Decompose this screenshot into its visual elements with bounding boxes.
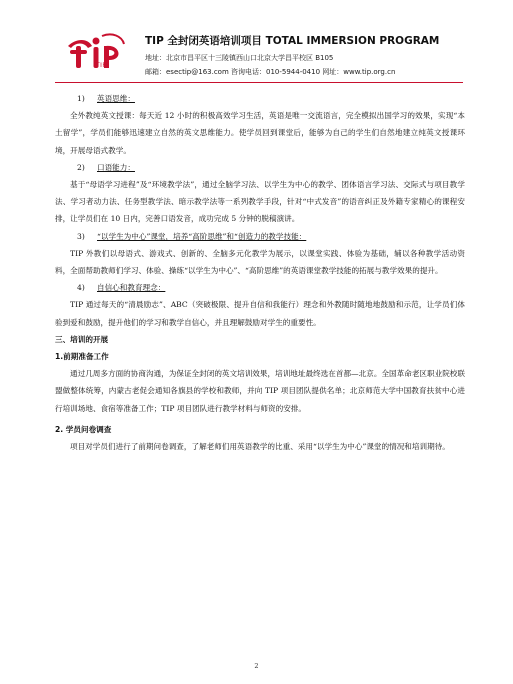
paragraph: TIP 通过每天的“清晨励志”、ABC（突破极限、提升自信和我能行）理念和外教随时随地地鼓励和示范，让学员们体验到爱和鼓励，提升他们的学习和教学自信心，并且理解鼓励对学生的重要性。 — [55, 300, 465, 327]
document-body — [55, 90, 465, 455]
tip-logo-icon — [62, 32, 132, 76]
subsection-heading: 1.前期准备工作 — [55, 352, 109, 362]
list-item-student-centered — [55, 228, 465, 245]
subsection-heading: 2. 学员问卷调查 — [55, 424, 112, 434]
header-contact: 邮箱：esectip@163.com 咨询电话：010-5944-0410 网址：www.tip.org.cn — [145, 68, 396, 76]
paragraph: 项目对学员们进行了前期问卷调查，了解老师们用英语教学的比重、采用“以学生为中心”课堂的情况和培训期待。 — [70, 442, 450, 452]
list-item-confidence — [55, 279, 465, 296]
header-divider — [55, 82, 463, 83]
header-address: 地址：北京市昌平区十三陵镇西山口北京大学昌平校区 B105 — [145, 54, 334, 62]
header-title: TIP 全封闭英语培训项目 TOTAL IMMERSION PROGRAM — [145, 35, 440, 47]
paragraph: 通过几周多方面的协商沟通，为保证全封闭的英文培训效果，培训地址最终选在首都—北京。全国革命老区职业院校联盟做整体统筹，内蒙古老促会通知各旗县的学校和教师，并向 TIP 项目团队提供名单；北京师范大学中国教育扶贫中心进行培训场地、食宿等准备工作；TIP 项目团队进行教学材料与师资的安排。 — [55, 369, 465, 413]
list-item-speaking — [55, 159, 465, 176]
list-number: 3) — [77, 231, 85, 241]
list-label: 自信心和教育理念： — [97, 283, 166, 293]
paragraph: TIP 外教们以母语式、游戏式、创新的、全脑多元化教学为展示，以课堂实践、体验为基础，辅以各种教学活动资料，全面帮助教师们学习、体验、操练“以学生为中心”、“高阶思维”的英语课堂教学技能的拓展与教学效果的提升。 — [55, 248, 465, 276]
list-number: 2) — [77, 162, 85, 172]
page-number: 2 — [254, 662, 259, 670]
list-label: 口语能力： — [97, 162, 135, 172]
logo-caption: TIP — [96, 62, 107, 69]
list-number: 1) — [77, 94, 85, 103]
paragraph: 全外教纯英文授课：每天近 12 小时的积极高效学习生活，英语是唯一交流语言，完全模拟出国学习的效果，实现“本土留学”，学员们能够迅速建立自然的英文思维能力。使学员回到课堂后，能够为自己的学生们自然地建立纯英文授课环境，开展母语式教学。 — [55, 111, 465, 155]
list-label: 英语思维： — [97, 94, 135, 103]
section-heading: 三、培训的开展 — [55, 334, 109, 344]
list-number: 4) — [77, 283, 85, 293]
list-item-english-thinking — [55, 90, 465, 107]
list-label: “以学生为中心”课堂，培养“高阶思维”和“创造力的教学技能： — [97, 231, 307, 241]
paragraph: 基于“母语学习进程”及“环境教学法”，通过全脑学习法、以学生为中心的教学、团体语言学习法、交际式与项目教学法、学习者动力法、任务型教学法、暗示教学法等一系列教学手段，针对“中式发音”的语音纠正及外籍专家精心的课程安排，让学员们在 10 日内，完善口语发音，成功完成 5 分钟的脱稿演讲。 — [55, 180, 465, 224]
tip-logo — [62, 32, 132, 76]
